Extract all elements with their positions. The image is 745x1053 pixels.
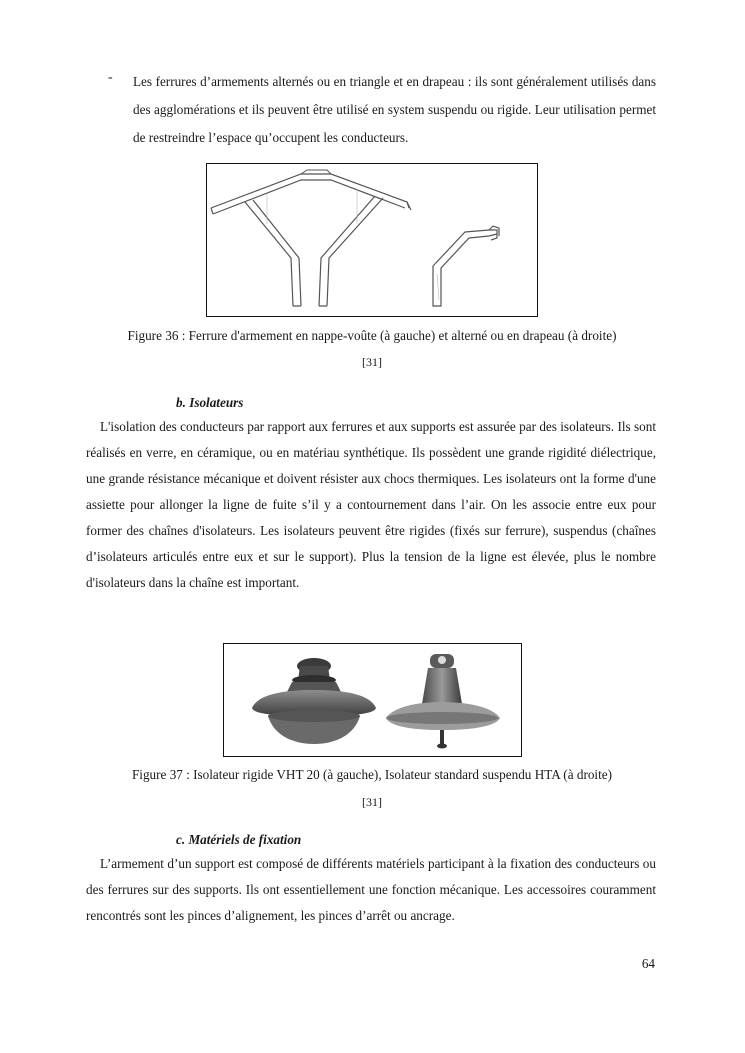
rigid-insulator — [252, 658, 376, 744]
insulators-photo — [224, 644, 521, 756]
suspended-insulator — [386, 654, 500, 749]
figure-36-image — [206, 163, 538, 317]
section-c-paragraph: L’armement d’un support est composé de différents matériels participant à la fixation des conducteurs ou des ferrures sur des supports. Ils ont essentiellement une fonction mécanique. Les accessoires couramment rencontrés sont les pinces d’alignement, les pinces d’arrêt ou ancrage. — [86, 856, 656, 923]
page-number: 64 — [641, 956, 655, 971]
figure-37-image — [223, 643, 522, 757]
figure-36-reference: [31] — [362, 355, 382, 369]
section-b-paragraph: L'isolation des conducteurs par rapport aux ferrures et aux supports est assurée par des isolateurs. Ils sont réalisés en verre, en céramique, ou en matériau synthétique. Ils possèdent une grande rigidité diélectrique, une grande résistance mécanique et doivent résister aux chocs thermiques. Les isolateurs ont la forme d'une assiette pour allonger la ligne de fuite s’il y a contournement dans l’air. On les associe entre eux pour former des chaînes d'isolateurs. Les isolateurs peuvent être rigides (fixés sur ferrure), suspendus (chaînes d’isolateurs articulés entre eux et sur le support). Plus la tension de la ligne est élevée, plus le nombre d'isolateurs dans la chaîne est important. — [86, 419, 656, 590]
crossarm-drawing — [207, 164, 537, 316]
bullet-paragraph: Les ferrures d’armements alternés ou en triangle et en drapeau : ils sont généralement utilisés dans des agglomérations et ils peuvent être utilisé en system suspendu ou rigide. Leur utilisation permet de restreindre l’espace qu’occupent les conducteurs. — [133, 74, 656, 145]
section-c-heading: c. Matériels de fixation — [176, 832, 302, 847]
figure-37-caption: Figure 37 : Isolateur rigide VHT 20 (à gauche), Isolateur standard suspendu HTA (à droite) — [131, 767, 613, 782]
figure-36-caption: Figure 36 : Ferrure d'armement en nappe-voûte (à gauche) et alterné ou en drapeau (à droite) — [127, 328, 617, 343]
figure-37-reference: [31] — [362, 795, 382, 809]
bullet-marker: - — [108, 70, 113, 85]
section-b-heading: b. Isolateurs — [176, 395, 244, 410]
